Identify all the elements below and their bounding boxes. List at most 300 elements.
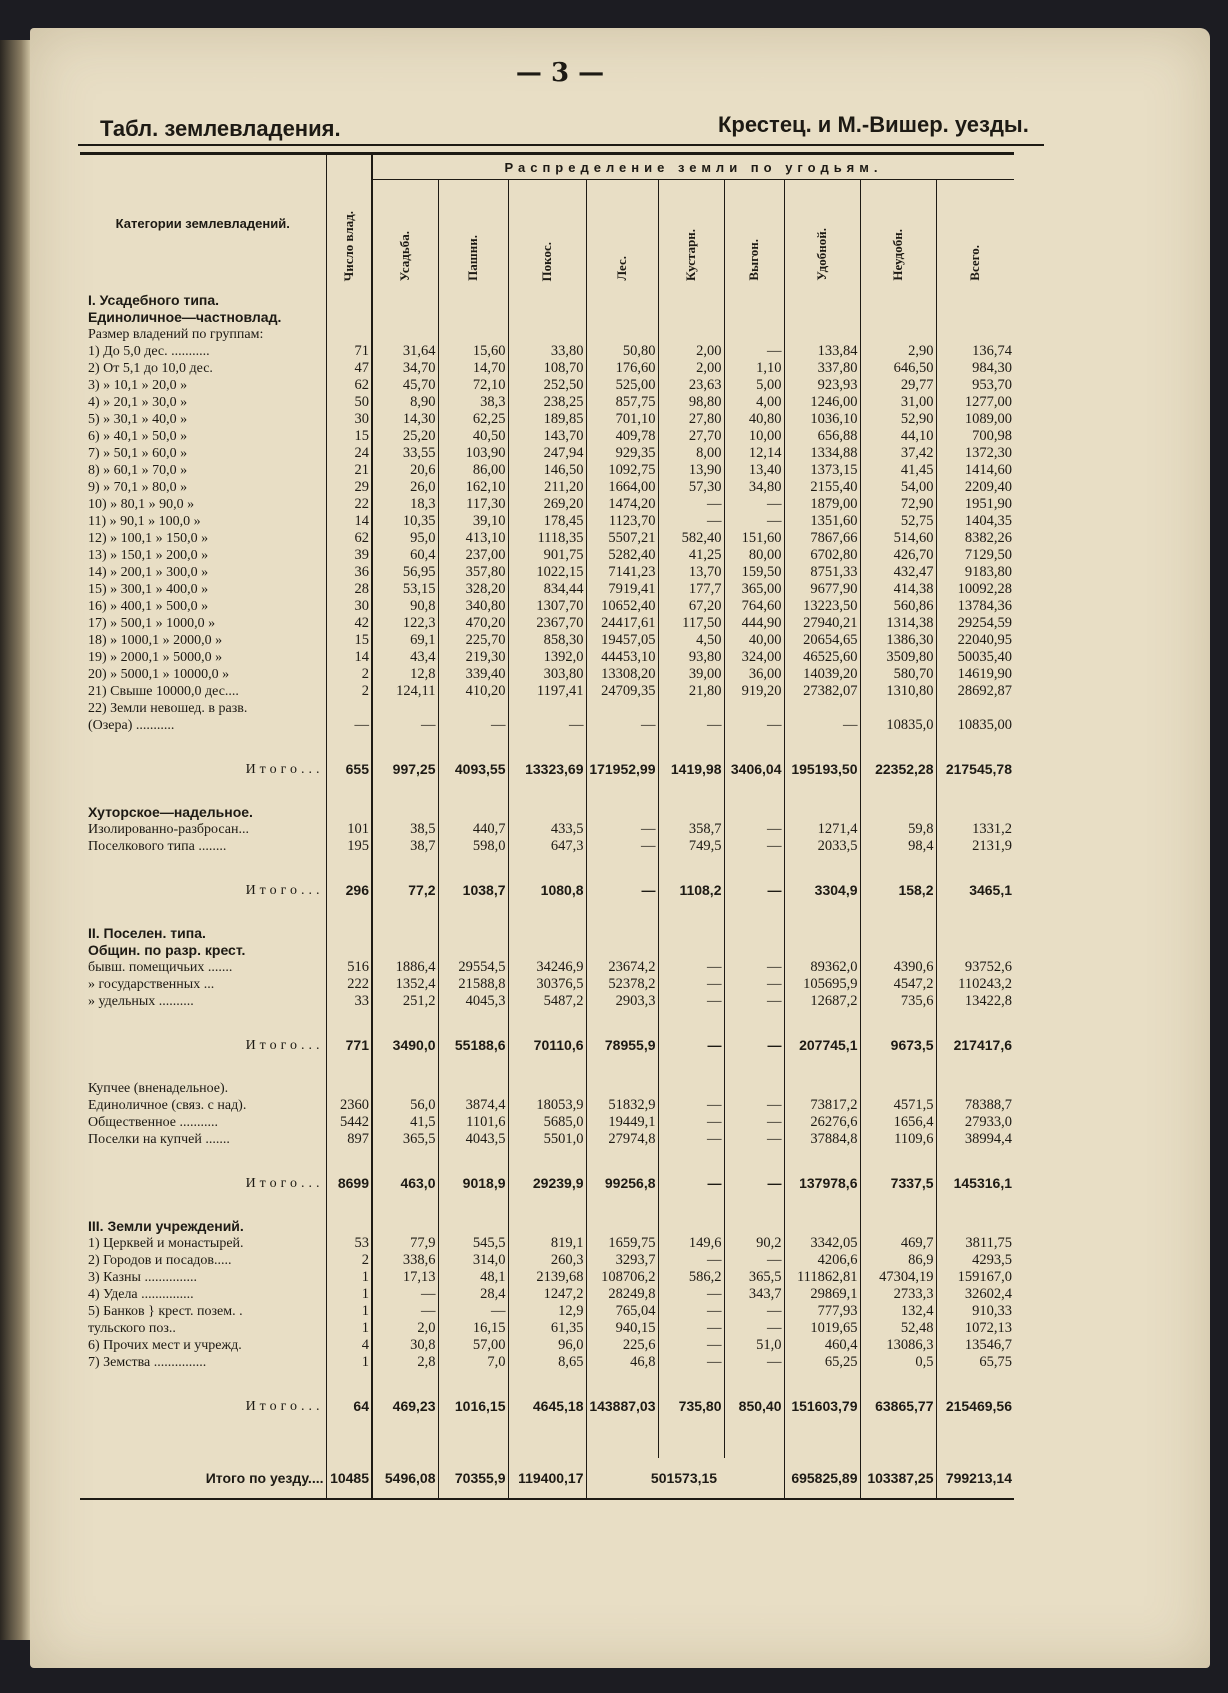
value-cell: 41,5: [372, 1114, 438, 1131]
row-label: 1) Церквей и монастырей.: [88, 1236, 244, 1251]
value-cell: 13546,7: [936, 1337, 1014, 1354]
value-cell: 171952,99: [586, 751, 658, 787]
value-cell: 0,5: [860, 1354, 936, 1371]
count-cell: 101: [326, 821, 372, 838]
count-cell: 1: [326, 1269, 372, 1286]
spacer-row: [80, 1424, 1014, 1441]
sec-row: [80, 1218, 1014, 1235]
value-cell: 338,6: [372, 1252, 438, 1269]
count-cell: 222: [326, 976, 372, 993]
value-cell: 13323,69: [508, 751, 586, 787]
value-cell: 1271,4: [784, 821, 860, 838]
value-cell: 13422,8: [936, 993, 1014, 1010]
value-cell: —: [724, 1114, 784, 1131]
value-cell: 303,80: [508, 666, 586, 683]
value-cell: 4045,3: [438, 993, 508, 1010]
value-cell: —: [724, 976, 784, 993]
value-cell: 77,2: [372, 872, 438, 908]
value-cell: 13223,50: [784, 598, 860, 615]
value-cell: —: [658, 717, 724, 734]
value-cell: 52378,2: [586, 976, 658, 993]
value-cell: 469,7: [860, 1235, 936, 1252]
value-cell: —: [724, 993, 784, 1010]
value-cell: 23,63: [658, 377, 724, 394]
value-cell: 145316,1: [936, 1165, 1014, 1201]
value-cell: —: [724, 1131, 784, 1148]
table-row: [80, 1286, 1014, 1303]
value-cell: 215469,56: [936, 1388, 1014, 1424]
value-cell: 586,2: [658, 1269, 724, 1286]
table-row: [80, 717, 1014, 734]
table-row: [80, 445, 1014, 462]
value-cell: 1331,2: [936, 821, 1014, 838]
value-cell: 1664,00: [586, 479, 658, 496]
value-cell: 5501,0: [508, 1131, 586, 1148]
value-cell: 4547,2: [860, 976, 936, 993]
count-cell: 62: [326, 377, 372, 394]
value-cell: 61,35: [508, 1320, 586, 1337]
land-header-0: Усадьба.: [397, 230, 413, 281]
value-cell: 151,60: [724, 530, 784, 547]
table-row: [80, 1114, 1014, 1131]
table-row: [80, 683, 1014, 700]
count-cell: 64: [326, 1388, 372, 1424]
value-cell: —: [658, 496, 724, 513]
value-cell: 33,80: [508, 343, 586, 360]
value-cell: 432,47: [860, 564, 936, 581]
value-cell: 2,00: [658, 343, 724, 360]
value-cell: 5496,08: [372, 1458, 438, 1499]
row-label: (Озера) ...........: [88, 718, 175, 733]
row-label: 6) » 40,1 » 50,0 »: [88, 429, 188, 444]
value-cell: 95,0: [372, 530, 438, 547]
row-label: Изолированно-разбросан...: [88, 822, 249, 837]
value-cell: 177,7: [658, 581, 724, 598]
value-cell: 77,9: [372, 1235, 438, 1252]
value-cell: 1373,15: [784, 462, 860, 479]
value-cell: 14,70: [438, 360, 508, 377]
table-row: [80, 1354, 1014, 1371]
value-cell: 4645,18: [508, 1388, 586, 1424]
value-cell: 51832,9: [586, 1097, 658, 1114]
value-cell: 3293,7: [586, 1252, 658, 1269]
land-header-3: Лес.: [586, 180, 658, 293]
row-label: бывш. помещичьих .......: [88, 960, 233, 975]
row-label: 6) Прочих мест и учрежд.: [88, 1338, 242, 1353]
value-cell: 7129,50: [936, 547, 1014, 564]
value-cell: —: [724, 717, 784, 734]
count-cell: 10485: [326, 1458, 372, 1499]
value-cell: —: [724, 1097, 784, 1114]
category-header: Категории землевладений.: [115, 216, 290, 231]
spacer-row: [80, 787, 1014, 804]
value-cell: —: [724, 1027, 784, 1063]
value-cell: 1080,8: [508, 872, 586, 908]
row-label: тульского поз..: [88, 1321, 176, 1336]
row-label: Хуторское—надельное.: [88, 804, 253, 820]
value-cell: 646,50: [860, 360, 936, 377]
value-cell: 3406,04: [724, 751, 784, 787]
value-cell: 59,8: [860, 821, 936, 838]
spacer-row: [80, 734, 1014, 751]
value-cell: 207745,1: [784, 1027, 860, 1063]
total-row: [80, 872, 1014, 908]
row-label: III. Земли учреждений.: [88, 1218, 244, 1234]
value-cell: 40,80: [724, 411, 784, 428]
book-spine: [0, 40, 30, 1640]
row-label: 21) Свыше 10000,0 дес....: [88, 684, 239, 699]
value-cell: 20,6: [372, 462, 438, 479]
count-cell: 897: [326, 1131, 372, 1148]
value-cell: 10,00: [724, 428, 784, 445]
value-cell: 13,90: [658, 462, 724, 479]
value-cell: 19449,1: [586, 1114, 658, 1131]
value-cell: 50,80: [586, 343, 658, 360]
value-cell: 8,00: [658, 445, 724, 462]
land-header-8: Всего.: [936, 180, 1014, 293]
count-cell: 5442: [326, 1114, 372, 1131]
value-cell: 29239,9: [508, 1165, 586, 1201]
value-cell: 14,30: [372, 411, 438, 428]
count-cell: 21: [326, 462, 372, 479]
value-cell: —: [724, 496, 784, 513]
value-cell: —: [372, 1286, 438, 1303]
land-ownership-table: [80, 152, 1014, 1500]
value-cell: 12,9: [508, 1303, 586, 1320]
table-row: [80, 615, 1014, 632]
value-cell: 8,90: [372, 394, 438, 411]
value-cell: —: [658, 1286, 724, 1303]
table-row: [80, 598, 1014, 615]
value-cell: —: [372, 717, 438, 734]
value-cell: 117,30: [438, 496, 508, 513]
value-cell: 2367,70: [508, 615, 586, 632]
value-cell: 14039,20: [784, 666, 860, 683]
value-cell: 410,20: [438, 683, 508, 700]
note-row: [80, 326, 1014, 343]
value-cell: 1197,41: [508, 683, 586, 700]
value-cell: —: [658, 993, 724, 1010]
value-cell: 136,74: [936, 343, 1014, 360]
value-cell: 2,90: [860, 343, 936, 360]
value-cell: 2131,9: [936, 838, 1014, 855]
spacer-row: [80, 1371, 1014, 1388]
value-cell: 357,80: [438, 564, 508, 581]
count-cell: 15: [326, 428, 372, 445]
value-cell: 919,20: [724, 683, 784, 700]
count-cell: 24: [326, 445, 372, 462]
value-cell: 328,20: [438, 581, 508, 598]
value-cell: 96,0: [508, 1337, 586, 1354]
table-row: [80, 513, 1014, 530]
table-row: [80, 1303, 1014, 1320]
value-cell: 178,45: [508, 513, 586, 530]
value-cell: 1092,75: [586, 462, 658, 479]
value-cell: 1,10: [724, 360, 784, 377]
value-cell: 38,5: [372, 821, 438, 838]
total-row: [80, 751, 1014, 787]
value-cell: 2139,68: [508, 1269, 586, 1286]
value-cell: —: [724, 513, 784, 530]
value-cell: —: [438, 1303, 508, 1320]
merged-value-cell: 501573,15: [586, 1458, 784, 1499]
row-label: 17) » 500,1 » 1000,0 »: [88, 616, 216, 631]
value-cell: 103387,25: [860, 1458, 936, 1499]
value-cell: 1352,4: [372, 976, 438, 993]
row-label: II. Поселен. типа.: [88, 925, 206, 941]
value-cell: —: [586, 838, 658, 855]
value-cell: 29869,1: [784, 1286, 860, 1303]
value-cell: 108,70: [508, 360, 586, 377]
row-label: Поселки на купчей .......: [88, 1132, 230, 1147]
value-cell: 158,2: [860, 872, 936, 908]
total-row: [80, 1165, 1014, 1201]
value-cell: 30376,5: [508, 976, 586, 993]
row-label: Итого...: [245, 761, 324, 777]
value-cell: —: [658, 1303, 724, 1320]
row-label: Общин. по разр. крест.: [88, 942, 246, 958]
land-header-2: Покос.: [508, 180, 586, 293]
value-cell: 4043,5: [438, 1131, 508, 1148]
value-cell: 7337,5: [860, 1165, 936, 1201]
value-cell: 237,00: [438, 547, 508, 564]
count-cell: 195: [326, 838, 372, 855]
row-label: 13) » 150,1 » 200,0 »: [88, 548, 209, 563]
value-cell: 46525,60: [784, 649, 860, 666]
count-cell: 4: [326, 1337, 372, 1354]
value-cell: 24417,61: [586, 615, 658, 632]
value-cell: 72,90: [860, 496, 936, 513]
value-cell: 28249,8: [586, 1286, 658, 1303]
value-cell: 1886,4: [372, 959, 438, 976]
row-label: 9) » 70,1 » 80,0 »: [88, 480, 188, 495]
value-cell: 440,7: [438, 821, 508, 838]
table-row: [80, 411, 1014, 428]
value-cell: 8751,33: [784, 564, 860, 581]
value-cell: 26,0: [372, 479, 438, 496]
spacer-row: [80, 1063, 1014, 1080]
count-cell: 30: [326, 411, 372, 428]
sub-row: [80, 309, 1014, 326]
value-cell: 2,0: [372, 1320, 438, 1337]
value-cell: —: [586, 821, 658, 838]
value-cell: 132,4: [860, 1303, 936, 1320]
value-cell: 27974,8: [586, 1131, 658, 1148]
value-cell: 1314,38: [860, 615, 936, 632]
value-cell: 63865,77: [860, 1388, 936, 1424]
value-cell: 2209,40: [936, 479, 1014, 496]
table-row: [80, 976, 1014, 993]
value-cell: 90,8: [372, 598, 438, 615]
value-cell: 358,7: [658, 821, 724, 838]
value-cell: 38994,4: [936, 1131, 1014, 1148]
count-header: Число влад.: [326, 154, 372, 293]
value-cell: 4390,6: [860, 959, 936, 976]
value-cell: 1277,00: [936, 394, 1014, 411]
value-cell: 1879,00: [784, 496, 860, 513]
count-cell: 14: [326, 649, 372, 666]
value-cell: 3304,9: [784, 872, 860, 908]
value-cell: 9673,5: [860, 1027, 936, 1063]
value-cell: 56,0: [372, 1097, 438, 1114]
value-cell: 98,80: [658, 394, 724, 411]
value-cell: —: [724, 821, 784, 838]
count-cell: 1: [326, 1320, 372, 1337]
value-cell: —: [724, 1252, 784, 1269]
header-left-title: Табл. землевладения.: [100, 116, 341, 141]
value-cell: 67,20: [658, 598, 724, 615]
table-row: [80, 547, 1014, 564]
value-cell: 69,1: [372, 632, 438, 649]
value-cell: —: [658, 1165, 724, 1201]
value-cell: 53,15: [372, 581, 438, 598]
value-cell: 111862,81: [784, 1269, 860, 1286]
row-label: 18) » 1000,1 » 2000,0 »: [88, 633, 223, 648]
count-cell: —: [326, 717, 372, 734]
value-cell: 37,42: [860, 445, 936, 462]
value-cell: 65,25: [784, 1354, 860, 1371]
value-cell: 735,6: [860, 993, 936, 1010]
row-label: 19) » 2000,1 » 5000,0 »: [88, 650, 223, 665]
value-cell: 21588,8: [438, 976, 508, 993]
table-row: [80, 479, 1014, 496]
row-label: 14) » 200,1 » 300,0 »: [88, 565, 209, 580]
value-cell: 251,2: [372, 993, 438, 1010]
value-cell: 98,4: [860, 838, 936, 855]
row-label: 4) » 20,1 » 30,0 »: [88, 395, 188, 410]
count-cell: 29: [326, 479, 372, 496]
value-cell: 8382,26: [936, 530, 1014, 547]
row-label: Итого...: [245, 1398, 324, 1414]
total-row: [80, 1027, 1014, 1063]
value-cell: 858,30: [508, 632, 586, 649]
value-cell: 1247,2: [508, 1286, 586, 1303]
value-cell: 12,8: [372, 666, 438, 683]
value-cell: 52,75: [860, 513, 936, 530]
value-cell: —: [658, 1131, 724, 1148]
value-cell: 3465,1: [936, 872, 1014, 908]
value-cell: 26276,6: [784, 1114, 860, 1131]
value-cell: 50035,40: [936, 649, 1014, 666]
table-row: [80, 649, 1014, 666]
spacer-row: [80, 1010, 1014, 1027]
row-label: Поселкового типа ........: [88, 839, 227, 854]
value-cell: 10,35: [372, 513, 438, 530]
value-cell: 910,33: [936, 1303, 1014, 1320]
table-row: [80, 530, 1014, 547]
value-cell: 189,85: [508, 411, 586, 428]
value-cell: 159,50: [724, 564, 784, 581]
value-cell: 73817,2: [784, 1097, 860, 1114]
count-cell: 2: [326, 666, 372, 683]
table-row: [80, 1337, 1014, 1354]
value-cell: 86,9: [860, 1252, 936, 1269]
value-cell: 36,00: [724, 666, 784, 683]
row-label: 4) Удела ...............: [88, 1287, 194, 1302]
value-cell: 444,90: [724, 615, 784, 632]
table-row: [80, 394, 1014, 411]
value-cell: 149,6: [658, 1235, 724, 1252]
value-cell: 1109,6: [860, 1131, 936, 1148]
value-cell: 39,00: [658, 666, 724, 683]
row-label: 2) От 5,1 до 10,0 дес.: [88, 361, 213, 376]
value-cell: 30,8: [372, 1337, 438, 1354]
count-cell: 28: [326, 581, 372, 598]
value-cell: 47304,19: [860, 1269, 936, 1286]
value-cell: 7141,23: [586, 564, 658, 581]
table-row: [80, 1097, 1014, 1114]
value-cell: 343,7: [724, 1286, 784, 1303]
value-cell: 6702,80: [784, 547, 860, 564]
spacer-row: [80, 908, 1014, 925]
count-cell: 1: [326, 1286, 372, 1303]
table-body: [80, 292, 1014, 1499]
count-cell: 39: [326, 547, 372, 564]
row-label: Общественное ...........: [88, 1115, 219, 1130]
value-cell: 953,70: [936, 377, 1014, 394]
row-label: Итого по уезду....: [205, 1469, 324, 1486]
value-cell: 582,40: [658, 530, 724, 547]
value-cell: 55188,6: [438, 1027, 508, 1063]
value-cell: 238,25: [508, 394, 586, 411]
value-cell: 4,00: [724, 394, 784, 411]
value-cell: 1089,00: [936, 411, 1014, 428]
value-cell: 110243,2: [936, 976, 1014, 993]
count-cell: 33: [326, 993, 372, 1010]
row-label: I. Усадебного типа.: [88, 292, 220, 308]
value-cell: 1246,00: [784, 394, 860, 411]
table-row: [80, 838, 1014, 855]
table-row: [80, 1320, 1014, 1337]
value-cell: 764,60: [724, 598, 784, 615]
value-cell: 10092,28: [936, 581, 1014, 598]
value-cell: 463,0: [372, 1165, 438, 1201]
value-cell: 93752,6: [936, 959, 1014, 976]
value-cell: 8,65: [508, 1354, 586, 1371]
value-cell: 735,80: [658, 1388, 724, 1424]
value-cell: 850,40: [724, 1388, 784, 1424]
table-row: [80, 821, 1014, 838]
value-cell: —: [724, 343, 784, 360]
row-label: 3) » 10,1 » 20,0 »: [88, 378, 188, 393]
value-cell: 52,48: [860, 1320, 936, 1337]
count-cell: 53: [326, 1235, 372, 1252]
value-cell: 1310,80: [860, 683, 936, 700]
value-cell: 4,50: [658, 632, 724, 649]
value-cell: 9677,90: [784, 581, 860, 598]
value-cell: 799213,14: [936, 1458, 1014, 1499]
value-cell: 3874,4: [438, 1097, 508, 1114]
table-row: [80, 343, 1014, 360]
value-cell: —: [658, 1027, 724, 1063]
value-cell: 819,1: [508, 1235, 586, 1252]
row-label: Единоличное (связ. с над).: [88, 1098, 247, 1113]
value-cell: 9018,9: [438, 1165, 508, 1201]
value-cell: 5685,0: [508, 1114, 586, 1131]
count-cell: 50: [326, 394, 372, 411]
table-row: [80, 1131, 1014, 1148]
value-cell: 5282,40: [586, 547, 658, 564]
value-cell: 117,50: [658, 615, 724, 632]
value-cell: 13,70: [658, 564, 724, 581]
row-label: » удельных ..........: [88, 994, 194, 1009]
value-cell: 22040,95: [936, 632, 1014, 649]
value-cell: —: [724, 1320, 784, 1337]
value-cell: 17,13: [372, 1269, 438, 1286]
value-cell: 3509,80: [860, 649, 936, 666]
value-cell: 40,50: [438, 428, 508, 445]
value-cell: —: [658, 1114, 724, 1131]
